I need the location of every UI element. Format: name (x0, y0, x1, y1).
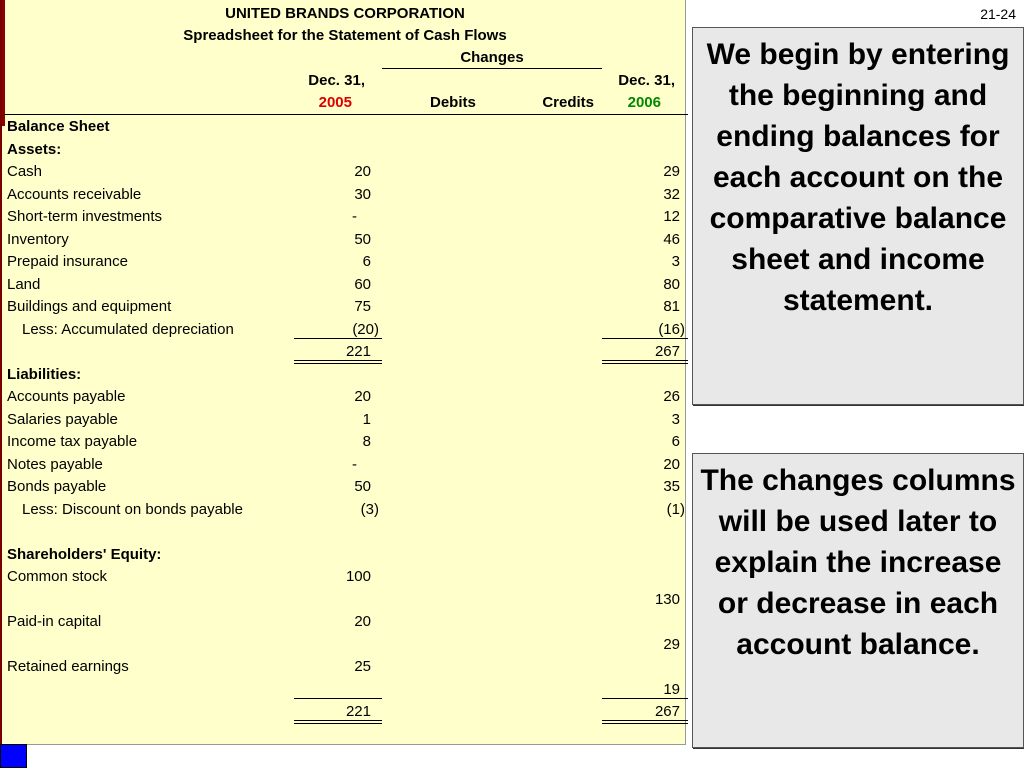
table-row (7, 184, 687, 206)
row-label: Common stock (7, 568, 108, 585)
header-rule (4, 114, 688, 115)
row-value-2006: 29 (663, 635, 680, 653)
row-value-2006: 3 (671, 410, 680, 428)
row-value-2005: 6 (362, 253, 371, 270)
spreadsheet-title: Spreadsheet for the Statement of Cash Flows (183, 27, 507, 44)
col2-year: 2006 (627, 94, 661, 111)
row-label: Cash (7, 163, 43, 180)
page-number: 21-24 (980, 6, 1016, 22)
table-row (7, 116, 687, 138)
table-row (7, 364, 687, 386)
row-value-2005: 30 (354, 185, 371, 203)
equity-subtotal-line-2005 (294, 698, 382, 699)
row-value-2005: - (352, 455, 357, 473)
row-value-2005: 100 (345, 568, 371, 585)
row-value-2005: 20 (354, 613, 371, 630)
assets-subtotal-line-2005 (294, 338, 382, 339)
row-label: Accounts receivable (7, 185, 142, 203)
table-row (7, 521, 687, 543)
table-row (7, 139, 687, 161)
row-label: Salaries payable (7, 410, 118, 428)
row-value-2006: 32 (663, 185, 680, 203)
assets-total-double-line-2006 (602, 360, 688, 364)
row-label: Retained earnings (7, 658, 129, 675)
row-value-2005: 25 (354, 658, 371, 675)
assets-subtotal-line-2006 (602, 338, 688, 339)
table-row (7, 251, 687, 273)
table-row (7, 229, 687, 251)
note-box-balances: We begin by entering the beginning and ending balances for each account on the comparative balance sheet and income statement. (692, 27, 1024, 405)
row-value-2005: 8 (362, 433, 371, 450)
changes-header: Changes (460, 49, 524, 66)
row-value-2005: 1 (362, 410, 371, 428)
table-row (7, 499, 687, 521)
company-name: UNITED BRANDS CORPORATION (225, 5, 465, 22)
row-value-2006: 46 (663, 230, 680, 248)
row-value-2006: 35 (663, 478, 680, 495)
table-row (7, 409, 687, 431)
assets-total-double-line-2005 (294, 360, 382, 364)
row-label: Liabilities: (7, 365, 82, 383)
row-value-2006: 267 (654, 703, 680, 720)
row-value-2005: 221 (345, 343, 371, 360)
row-value-2006: (1) (666, 500, 685, 518)
col1-year: 2005 (318, 94, 352, 111)
row-label: Paid-in capital (7, 613, 102, 630)
row-label: Land (7, 275, 41, 293)
table-row (7, 589, 687, 611)
table-row (7, 611, 687, 633)
table-row (7, 476, 687, 498)
table-row (7, 544, 687, 566)
equity-subtotal-line-2006 (602, 698, 688, 699)
row-value-2005: 20 (354, 163, 371, 180)
row-label: Balance Sheet (7, 118, 110, 135)
note-box-changes: The changes columns will be used later to explain the increase or decrease in each account balance. (692, 453, 1024, 748)
changes-underline (382, 68, 602, 69)
row-value-2006: 267 (654, 343, 680, 360)
row-value-2005: 221 (345, 703, 371, 720)
table-row (7, 161, 687, 183)
col1-date: Dec. 31, (308, 72, 365, 89)
row-value-2006: 12 (663, 208, 680, 225)
table-row (7, 386, 687, 408)
equity-total-double-line-2006 (602, 720, 688, 724)
row-value-2006: 130 (654, 590, 680, 608)
row-value-2005: (3) (360, 500, 379, 518)
row-label: Bonds payable (7, 478, 107, 495)
row-value-2006: (16) (658, 320, 685, 338)
row-value-2006: 19 (663, 680, 680, 698)
row-value-2006: 6 (671, 433, 680, 450)
row-value-2006: 26 (663, 388, 680, 405)
row-value-2006: 29 (663, 163, 680, 180)
row-label: Inventory (7, 230, 69, 248)
table-row (7, 206, 687, 228)
table-row (7, 274, 687, 296)
row-label: Shareholders' Equity: (7, 545, 162, 563)
col2-date: Dec. 31, (618, 72, 675, 89)
table-row (7, 454, 687, 476)
row-value-2005: 75 (354, 298, 371, 315)
table-row (7, 296, 687, 318)
row-value-2005: 50 (354, 478, 371, 495)
table-row (7, 431, 687, 453)
table-row (7, 634, 687, 656)
table-row (7, 566, 687, 588)
row-value-2006: 3 (671, 253, 680, 270)
row-label: Short-term investments (7, 208, 163, 225)
row-value-2006: 20 (663, 455, 680, 473)
credits-header: Credits (542, 94, 594, 111)
row-value-2006: 80 (663, 275, 680, 293)
debits-header: Debits (430, 94, 476, 111)
row-label: Buildings and equipment (7, 298, 172, 315)
nav-square[interactable] (0, 744, 27, 768)
row-value-2006: 81 (663, 298, 680, 315)
row-label: Assets: (7, 140, 62, 158)
row-label: Prepaid insurance (7, 253, 128, 270)
row-value-2005: 20 (354, 388, 371, 405)
row-value-2005: (20) (352, 320, 379, 338)
table-row (7, 656, 687, 678)
row-value-2005: - (352, 208, 357, 225)
row-label: Income tax payable (7, 433, 138, 450)
row-value-2005: 60 (354, 275, 371, 293)
row-label: Notes payable (7, 455, 103, 473)
row-value-2005: 50 (354, 230, 371, 248)
equity-total-double-line-2005 (294, 720, 382, 724)
row-label: Less: Accumulated depreciation (22, 320, 234, 338)
row-label: Less: Discount on bonds payable (22, 500, 243, 518)
row-label: Accounts payable (7, 388, 126, 405)
